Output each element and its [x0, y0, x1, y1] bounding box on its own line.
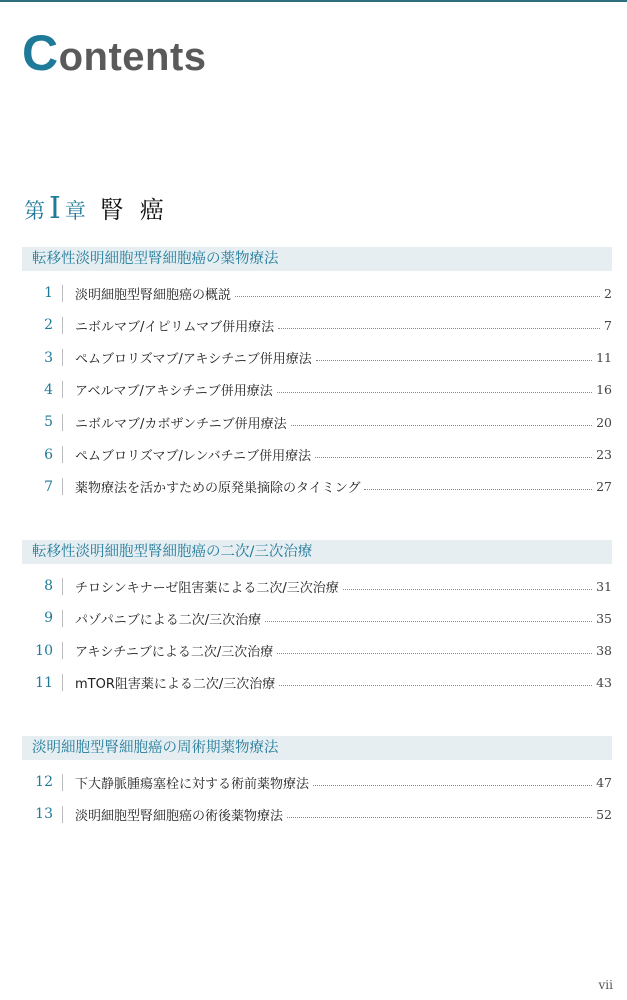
entry-number: 1: [44, 285, 53, 301]
entry-page: 27: [596, 479, 612, 495]
toc-entry[interactable]: [22, 576, 612, 596]
dot-leader: [235, 296, 600, 297]
entry-title: 薬物療法を活かすための原発巣摘除のタイミング: [75, 481, 361, 497]
entry-page: 20: [596, 414, 612, 430]
separator: [62, 349, 63, 366]
section-heading: 淡明細胞型腎細胞癌の周術期薬物療法: [22, 736, 612, 760]
dot-leader: [265, 621, 592, 622]
chapter-name: 腎癌: [99, 196, 180, 224]
dot-leader: [313, 785, 592, 786]
toc-entry[interactable]: [22, 445, 612, 465]
chapter-number: I: [49, 191, 61, 226]
entry-number: 11: [35, 674, 53, 691]
entry-number: 10: [35, 642, 53, 659]
separator: [62, 806, 63, 823]
dot-leader: [278, 328, 600, 329]
entry-title: 下大静脈腫瘍塞栓に対する術前薬物療法: [75, 776, 310, 792]
entry-number: 12: [35, 774, 53, 790]
entry-title: ニボルマブ/イピリムマブ併用療法: [75, 319, 275, 335]
entry-title: アベルマブ/アキシチニブ併用療法: [75, 384, 273, 400]
chapter-suffix: 章: [64, 199, 86, 223]
toc-entry[interactable]: [22, 804, 612, 824]
dot-leader: [343, 589, 592, 590]
section-heading: 転移性淡明細胞型腎細胞癌の薬物療法: [22, 247, 612, 271]
page-number: vii: [598, 978, 613, 992]
separator: [62, 578, 63, 595]
dot-leader: [291, 425, 592, 426]
separator: [62, 414, 63, 431]
dot-leader: [279, 685, 592, 686]
entry-title: mTOR阻害薬による二次/三次治療: [75, 677, 276, 693]
entry-title: 淡明細胞型腎細胞癌の術後薬物療法: [75, 808, 284, 824]
entry-page: 23: [596, 447, 612, 462]
separator: [62, 774, 63, 791]
entry-number: 4: [44, 381, 53, 398]
dot-leader: [315, 457, 592, 458]
toc-entry[interactable]: [22, 477, 612, 497]
separator: [62, 674, 63, 691]
entry-page: 11: [596, 350, 612, 366]
dot-leader: [277, 392, 592, 393]
entry-page: 16: [596, 382, 612, 398]
entry-number: 9: [44, 610, 53, 627]
entry-title: 淡明細胞型腎細胞癌の概説: [75, 287, 232, 303]
entry-page: 47: [596, 774, 612, 790]
separator: [62, 446, 63, 463]
separator: [62, 610, 63, 627]
title-rest: ontents: [58, 35, 207, 79]
entry-title: アキシチニブによる二次/三次治療: [75, 645, 274, 661]
toc-entry[interactable]: [22, 315, 612, 335]
chapter-heading: [24, 190, 180, 226]
dot-leader: [287, 817, 592, 818]
entry-title: ペムブロリズマブ/アキシチニブ併用療法: [75, 352, 312, 368]
entry-page: 7: [604, 317, 612, 333]
toc-entry[interactable]: [22, 772, 612, 792]
entry-number: 6: [44, 446, 53, 463]
toc-entry[interactable]: [22, 380, 612, 400]
toc-entry[interactable]: [22, 348, 612, 368]
section-heading: 転移性淡明細胞型腎細胞癌の二次/三次治療: [22, 540, 612, 564]
entry-page: 38: [596, 643, 612, 659]
entry-number: 7: [44, 478, 53, 495]
dot-leader: [316, 360, 592, 361]
toc-entry[interactable]: [22, 608, 612, 628]
entry-title: ニボルマブ/カボザンチニブ併用療法: [75, 416, 287, 432]
entry-number: 5: [44, 414, 53, 431]
entry-number: 2: [44, 317, 53, 334]
entry-page: 52: [596, 806, 612, 822]
dot-leader: [364, 489, 592, 490]
entry-number: 8: [44, 578, 53, 594]
entry-page: 35: [596, 610, 612, 626]
top-rule: [0, 0, 627, 2]
entry-page: 2: [604, 285, 612, 301]
chapter-prefix: 第: [24, 199, 45, 223]
separator: [62, 285, 63, 302]
toc-entry[interactable]: [22, 641, 612, 661]
entry-title: パゾパニブによる二次/三次治療: [75, 612, 262, 628]
dot-leader: [277, 653, 592, 654]
separator: [62, 381, 63, 398]
toc-entry[interactable]: [22, 673, 612, 693]
entry-number: 3: [44, 349, 53, 366]
entry-number: 13: [35, 806, 53, 823]
toc-entry[interactable]: [22, 283, 612, 303]
toc-entry[interactable]: [22, 412, 612, 432]
separator: [62, 642, 63, 659]
entry-page: 43: [596, 675, 612, 691]
separator: [62, 317, 63, 334]
title-initial: C: [22, 25, 59, 81]
separator: [62, 478, 63, 495]
page-title: [22, 24, 207, 82]
entry-title: チロシンキナーゼ阻害薬による二次/三次治療: [75, 580, 339, 596]
entry-title: ペムブロリズマブ/レンバチニブ併用療法: [75, 449, 312, 464]
entry-page: 31: [596, 578, 612, 594]
